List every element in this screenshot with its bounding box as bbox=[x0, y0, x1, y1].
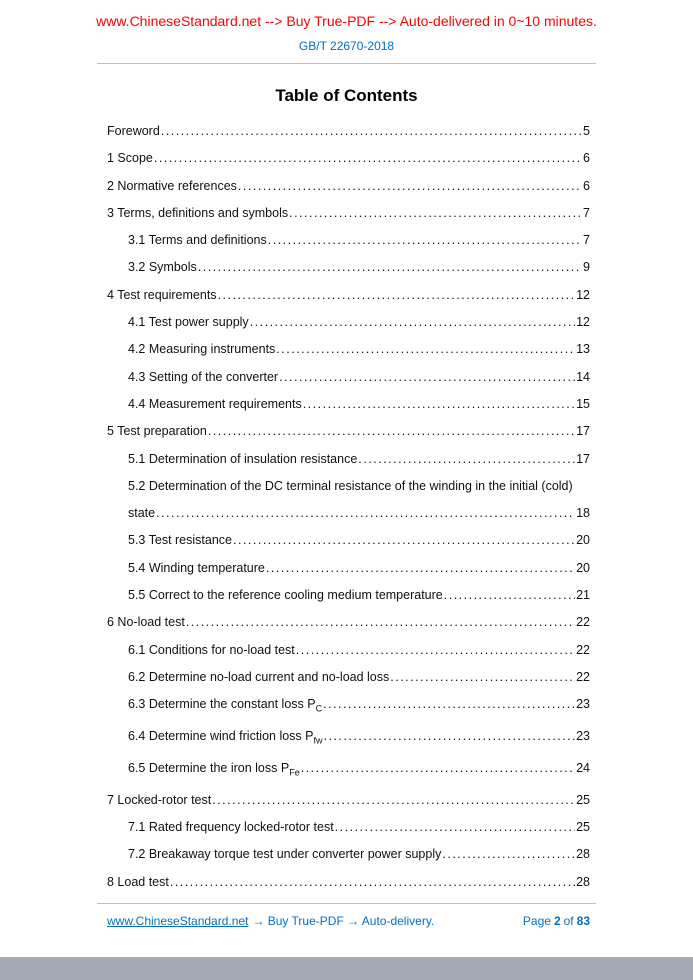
dot-leader bbox=[442, 841, 575, 868]
toc-entry bbox=[107, 500, 590, 527]
toc-entry-label: 5.2 Determination of the DC terminal resistance of the winding in the initial (cold) bbox=[128, 478, 573, 493]
toc-entry bbox=[107, 173, 590, 200]
toc-entry-label: 7 Locked-rotor test bbox=[107, 792, 212, 807]
toc-entry-label: 6.3 Determine the constant loss $P_C$ bbox=[128, 697, 323, 714]
toc-entry-page: 22 bbox=[576, 642, 590, 657]
toc-entry-page: 5 bbox=[583, 124, 590, 138]
toc-entry-label: 3.1 Terms and definitions bbox=[128, 233, 267, 248]
toc-entry-label: 5 Test preparation bbox=[107, 424, 207, 439]
toc-entry-page: 15 bbox=[576, 396, 590, 411]
header-ad-line: www.ChineseStandard.net --> Buy True-PDF --> Auto-delivered in 0~10 minutes. bbox=[96, 13, 597, 29]
toc-entry-label: 4.1 Test power supply bbox=[128, 315, 249, 330]
dot-leader bbox=[324, 723, 576, 750]
dot-leader bbox=[186, 609, 575, 636]
dot-leader bbox=[358, 446, 575, 473]
toc-entry bbox=[107, 582, 590, 609]
toc-entry-page: 20 bbox=[576, 560, 590, 575]
toc-entry-label: 3.2 Symbols bbox=[128, 260, 197, 275]
dot-leader bbox=[170, 869, 575, 896]
dot-leader bbox=[156, 500, 575, 527]
dot-leader bbox=[198, 254, 582, 281]
dot-leader bbox=[301, 755, 575, 782]
dot-leader bbox=[218, 282, 576, 309]
toc-entry-page: 28 bbox=[576, 874, 590, 889]
toc-entry bbox=[107, 723, 590, 755]
footer-tagline: → Buy True-PDF → Auto-delivery. bbox=[252, 914, 435, 928]
dot-leader bbox=[233, 527, 575, 554]
toc-list bbox=[107, 118, 590, 896]
toc-entry bbox=[107, 787, 590, 814]
toc-entry-page: 23 bbox=[576, 697, 590, 712]
toc-entry bbox=[107, 814, 590, 841]
toc-entry-label: 6 No-load test bbox=[107, 615, 185, 630]
toc-entry bbox=[107, 282, 590, 309]
toc-entry bbox=[107, 254, 590, 281]
toc-entry-page: 17 bbox=[576, 451, 590, 466]
toc-entry bbox=[107, 309, 590, 336]
toc-entry bbox=[107, 869, 590, 896]
toc-entry-page: 22 bbox=[576, 615, 590, 630]
toc-entry-label: Foreword bbox=[107, 124, 160, 138]
toc-entry bbox=[107, 555, 590, 582]
toc-entry-page: 12 bbox=[576, 287, 590, 302]
toc-entry-label: 5.3 Test resistance bbox=[128, 533, 232, 548]
dot-leader bbox=[250, 309, 575, 336]
toc-entry-page: 14 bbox=[576, 369, 590, 384]
toc-entry-label: 3 Terms, definitions and symbols bbox=[107, 205, 289, 220]
footer-page-current: 2 bbox=[553, 914, 561, 928]
toc-entry bbox=[107, 841, 590, 868]
toc-entry bbox=[107, 118, 590, 145]
toc-entry bbox=[107, 391, 590, 418]
dot-leader bbox=[303, 391, 575, 418]
toc-entry-page: 20 bbox=[576, 533, 590, 548]
toc-entry-page: 18 bbox=[576, 506, 590, 521]
dot-leader bbox=[279, 364, 575, 391]
toc-entry-label-subscript: C bbox=[315, 703, 323, 714]
page-bottom-gutter bbox=[0, 957, 693, 980]
toc-entry-label: 6.2 Determine no-load current and no-load loss bbox=[128, 669, 390, 684]
toc-entry-page: 24 bbox=[576, 760, 590, 775]
dot-leader bbox=[323, 691, 575, 718]
toc-entry-label: 5.5 Correct to the reference cooling medium temperature bbox=[128, 588, 443, 603]
page-title: Table of Contents bbox=[275, 86, 418, 105]
dot-leader bbox=[335, 814, 575, 841]
toc-entry-label: 7.2 Breakaway torque test under converter power supply bbox=[128, 847, 442, 862]
dot-leader bbox=[296, 637, 575, 664]
dot-leader bbox=[208, 418, 575, 445]
header-rule bbox=[97, 63, 596, 64]
toc-entry-label: state bbox=[128, 506, 156, 521]
toc-entry bbox=[107, 609, 590, 636]
dot-leader bbox=[268, 227, 582, 254]
toc-entry bbox=[107, 755, 590, 787]
toc-entry bbox=[107, 145, 590, 172]
toc-entry bbox=[107, 336, 590, 363]
toc-entry bbox=[107, 664, 590, 691]
toc-entry-label: 1 Scope bbox=[107, 151, 153, 166]
toc-entry bbox=[107, 691, 590, 723]
dot-leader bbox=[390, 664, 575, 691]
footer-page-label: Page bbox=[522, 914, 551, 928]
toc-entry-label: 7.1 Rated frequency locked-rotor test bbox=[128, 819, 334, 834]
toc-entry-label-subscript: Fe bbox=[289, 767, 300, 778]
dot-leader bbox=[266, 555, 575, 582]
toc-entry bbox=[107, 200, 590, 227]
toc-entry bbox=[107, 446, 590, 473]
footer-page-of: of bbox=[563, 914, 574, 928]
toc-entry-label: 5.1 Determination of insulation resistance bbox=[128, 451, 358, 466]
toc-entry bbox=[107, 364, 590, 391]
footer-left bbox=[107, 914, 434, 928]
toc-entry-label-subscript: fw bbox=[313, 735, 323, 746]
toc-entry-page: 25 bbox=[576, 792, 590, 807]
footer-page-indicator bbox=[520, 914, 590, 928]
dot-leader bbox=[289, 200, 582, 227]
dot-leader bbox=[154, 145, 582, 172]
toc-entry-page: 9 bbox=[583, 260, 590, 275]
toc-entry-label: 4.4 Measurement requirements bbox=[128, 396, 302, 411]
toc-entry-page: 6 bbox=[583, 178, 590, 193]
toc-entry-page: 23 bbox=[576, 729, 590, 744]
toc-entry-label: 4.3 Setting of the converter bbox=[128, 369, 279, 384]
toc-entry-label: 6.5 Determine the iron loss $P_{Fe}$ bbox=[128, 760, 300, 778]
dot-leader bbox=[444, 582, 575, 609]
standard-code: GB/T 22670-2018 bbox=[298, 39, 395, 53]
toc-entry-label: 2 Normative references bbox=[107, 178, 237, 193]
toc-entry-label: 6.1 Conditions for no-load test bbox=[128, 642, 295, 657]
toc-entry-page: 28 bbox=[576, 847, 590, 862]
toc-entry-page: 6 bbox=[583, 151, 590, 166]
toc-entry bbox=[107, 418, 590, 445]
toc-entry bbox=[107, 637, 590, 664]
toc-entry-page: 21 bbox=[576, 588, 590, 603]
dot-leader bbox=[212, 787, 575, 814]
footer-page-total: 83 bbox=[576, 914, 590, 928]
toc-entry-page: 7 bbox=[583, 233, 590, 248]
toc-entry-label: 4.2 Measuring instruments bbox=[128, 342, 276, 357]
toc-entry-page: 7 bbox=[583, 205, 590, 220]
toc-entry bbox=[107, 473, 590, 500]
dot-leader bbox=[276, 336, 575, 363]
dot-leader bbox=[238, 173, 582, 200]
toc-entry-label: 4 Test requirements bbox=[107, 287, 217, 302]
toc-entry-page: 22 bbox=[576, 669, 590, 684]
toc-entry-page: 12 bbox=[576, 315, 590, 330]
toc-entry bbox=[107, 527, 590, 554]
toc-entry bbox=[107, 227, 590, 254]
toc-entry-label: 6.4 Determine wind friction loss $P_{fw}$ bbox=[128, 729, 323, 746]
toc-entry-page: 13 bbox=[576, 342, 590, 357]
dot-leader bbox=[161, 118, 582, 145]
toc-entry-page: 17 bbox=[576, 424, 590, 439]
toc-entry-label: 5.4 Winding temperature bbox=[128, 560, 265, 575]
toc-entry-page: 25 bbox=[576, 819, 590, 834]
toc-entry-label: 8 Load test bbox=[107, 874, 169, 889]
footer-site-link[interactable]: www.ChineseStandard.net bbox=[107, 914, 249, 928]
page-footer bbox=[0, 903, 693, 928]
